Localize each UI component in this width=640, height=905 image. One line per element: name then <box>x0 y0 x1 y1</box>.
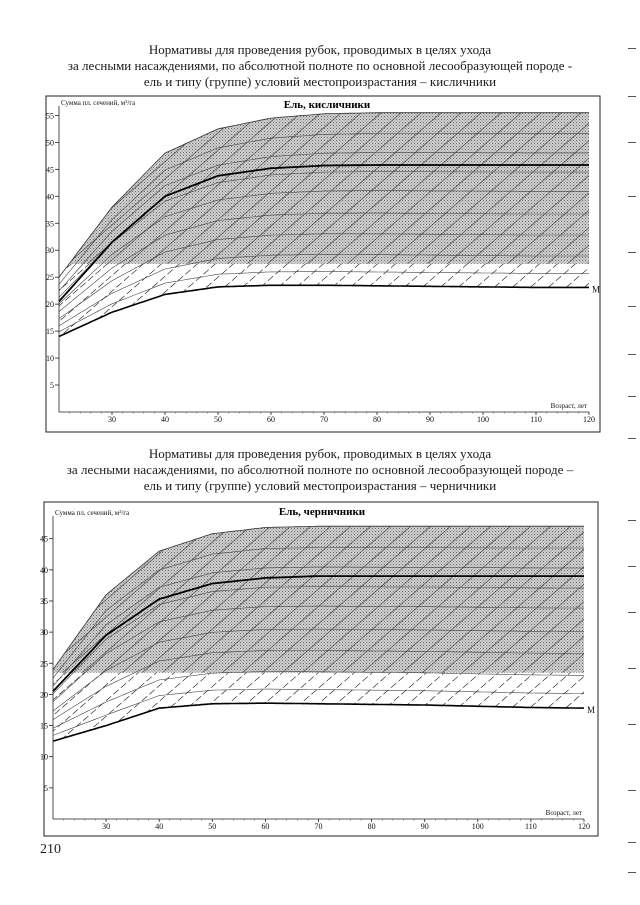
x-tick-label: 80 <box>367 822 376 831</box>
x-tick-label: 70 <box>314 822 323 831</box>
y-tick-label: 25 <box>40 659 48 669</box>
x-axis-label: Возраст, лет <box>545 809 582 817</box>
y-tick-label: 15 <box>46 327 54 337</box>
x-axis-label: Возраст, лет <box>550 402 587 410</box>
y-tick-label: 50 <box>46 138 54 148</box>
y-axis-label: Сумма пл. сечений, м²/га <box>55 509 130 517</box>
x-tick-label: 90 <box>420 822 429 831</box>
x-tick-label: 120 <box>578 822 590 831</box>
heading-line: за лесными насаждениями, по абсолютной полноте по основной лесообразующей породе - <box>67 58 573 73</box>
x-tick-label: 80 <box>373 415 381 424</box>
y-tick-label: 40 <box>46 192 54 202</box>
y-tick-label: 45 <box>40 534 48 544</box>
y-tick-label: 20 <box>40 690 48 700</box>
y-tick-label: 35 <box>46 219 54 229</box>
y-tick-label: 35 <box>40 596 48 606</box>
x-tick-label: 100 <box>471 822 484 831</box>
x-tick-label: 100 <box>477 415 489 424</box>
heading-line: ель и типу (группе) условий местопроизрастания – кисличники <box>143 74 497 89</box>
normative-curve <box>59 272 589 332</box>
x-tick-label: 90 <box>426 415 434 424</box>
chart-chernichniki <box>0 498 640 840</box>
x-tick-label: 110 <box>525 822 537 831</box>
x-tick-label: 40 <box>161 415 169 424</box>
chart-title: Ель, кисличники <box>283 99 371 111</box>
lower-curve-label: М <box>592 284 601 295</box>
x-tick-label: 40 <box>155 822 164 831</box>
y-tick-label: 10 <box>46 354 54 364</box>
chart-heading-kislichniki <box>40 42 600 90</box>
x-tick-label: 120 <box>583 415 595 424</box>
heading-line: за лесными насаждениями, по абсолютной полноте по основной лесообразующей породе – <box>66 462 574 477</box>
y-axis-label: Сумма пл. сечений, м²/га <box>61 99 136 107</box>
chart-heading-chernichniki <box>40 446 600 494</box>
heading-line: Нормативы для проведения рубок, проводимых в целях ухода <box>148 446 492 461</box>
y-tick-label: 5 <box>50 381 54 391</box>
y-tick-label: 45 <box>46 165 54 175</box>
normative-curve <box>53 689 584 735</box>
lower-curve-label: М <box>587 705 596 716</box>
y-tick-label: 30 <box>46 246 54 256</box>
x-tick-label: 30 <box>108 415 116 424</box>
heading-line: ель и типу (группе) условий местопроизрастания – черничники <box>143 478 497 493</box>
chart-title: Ель, черничники <box>278 506 366 518</box>
x-tick-label: 60 <box>261 822 270 831</box>
scan-edge-marks <box>620 0 640 905</box>
chart-kislichniki <box>0 92 640 436</box>
y-tick-label: 55 <box>46 111 54 121</box>
y-tick-label: 30 <box>40 628 48 638</box>
normative-curve <box>53 672 584 729</box>
y-tick-label: 15 <box>40 721 48 731</box>
y-tick-label: 20 <box>46 300 54 310</box>
y-tick-label: 40 <box>40 565 48 575</box>
heading-line: Нормативы для проведения рубок, проводимых в целях ухода <box>148 42 492 57</box>
x-tick-label: 60 <box>267 415 275 424</box>
lower-curve <box>53 703 584 741</box>
x-tick-label: 50 <box>208 822 217 831</box>
y-tick-label: 25 <box>46 273 54 283</box>
y-tick-label: 5 <box>44 783 48 793</box>
page-number: 210 <box>40 842 61 857</box>
x-tick-label: 50 <box>214 415 222 424</box>
x-tick-label: 70 <box>320 415 328 424</box>
x-tick-label: 110 <box>530 415 542 424</box>
y-tick-label: 10 <box>40 752 48 762</box>
x-tick-label: 30 <box>102 822 111 831</box>
lower-curve <box>59 285 589 336</box>
normative-curve <box>59 254 589 325</box>
